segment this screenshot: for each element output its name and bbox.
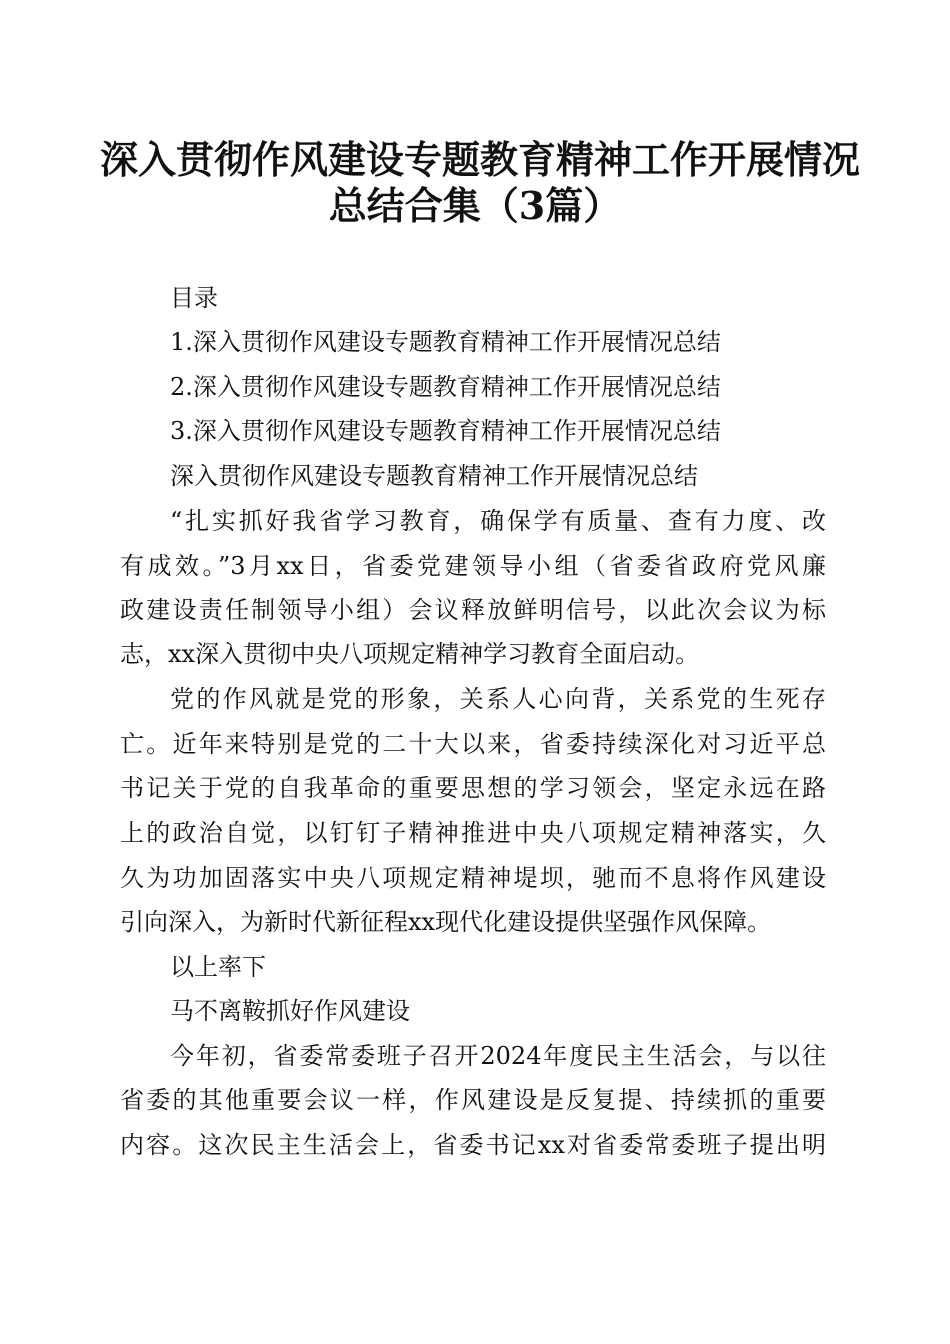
toc-item-3: 3.深入贯彻作风建设专题教育精神工作开展情况总结	[170, 417, 721, 445]
subheading-2: 马不离鞍抓好作风建设	[170, 997, 410, 1025]
document-title-line-1: 深入贯彻作风建设专题教育精神工作开展情况	[100, 137, 861, 182]
toc-heading: 目录	[170, 284, 218, 312]
paragraph-1-line-4: 志，xx深入贯彻中央八项规定精神学习教育全面启动。	[120, 640, 700, 668]
paragraph-2-line-3: 书记关于党的自我革命的重要思想的学习领会，坚定永远在路	[120, 774, 826, 802]
paragraph-2-line-5: 久为功加固落实中央八项规定精神堤坝，驰而不息将作风建设	[120, 864, 826, 892]
paragraph-3-line-2: 省委的其他重要会议一样，作风建设是反复提、持续抓的重要	[120, 1086, 826, 1114]
paragraph-3-line-1: 今年初，省委常委班子召开2024年度民主生活会，与以往	[170, 1042, 826, 1070]
paragraph-3-line-3: 内容。这次民主生活会上，省委书记xx对省委常委班子提出明	[120, 1131, 826, 1159]
toc-item-2: 2.深入贯彻作风建设专题教育精神工作开展情况总结	[170, 373, 721, 401]
paragraph-2-line-4: 上的政治自觉，以钉钉子精神推进中央八项规定精神落实，久	[120, 819, 826, 847]
subheading-1: 以上率下	[170, 953, 266, 981]
paragraph-2-line-6: 引向深入，为新时代新征程xx现代化建设提供坚强作风保障。	[120, 908, 772, 936]
paragraph-1-line-3: 政建设责任制领导小组）会议释放鲜明信号，以此次会议为标	[120, 596, 826, 624]
paragraph-1-line-2: 有成效。”3月xx日，省委党建领导小组（省委省政府党风廉	[120, 552, 826, 580]
document-title-line-2: 总结合集（3篇）	[328, 183, 622, 228]
paragraph-2-line-1: 党的作风就是党的形象，关系人心向背，关系党的生死存	[170, 685, 826, 713]
toc-item-1: 1.深入贯彻作风建设专题教育精神工作开展情况总结	[170, 328, 721, 356]
article-title: 深入贯彻作风建设专题教育精神工作开展情况总结	[170, 462, 698, 490]
paragraph-2-line-2: 亡。近年来特别是党的二十大以来，省委持续深化对习近平总	[120, 730, 826, 758]
paragraph-1-line-1: “扎实抓好我省学习教育，确保学有质量、查有力度、改	[170, 507, 826, 535]
